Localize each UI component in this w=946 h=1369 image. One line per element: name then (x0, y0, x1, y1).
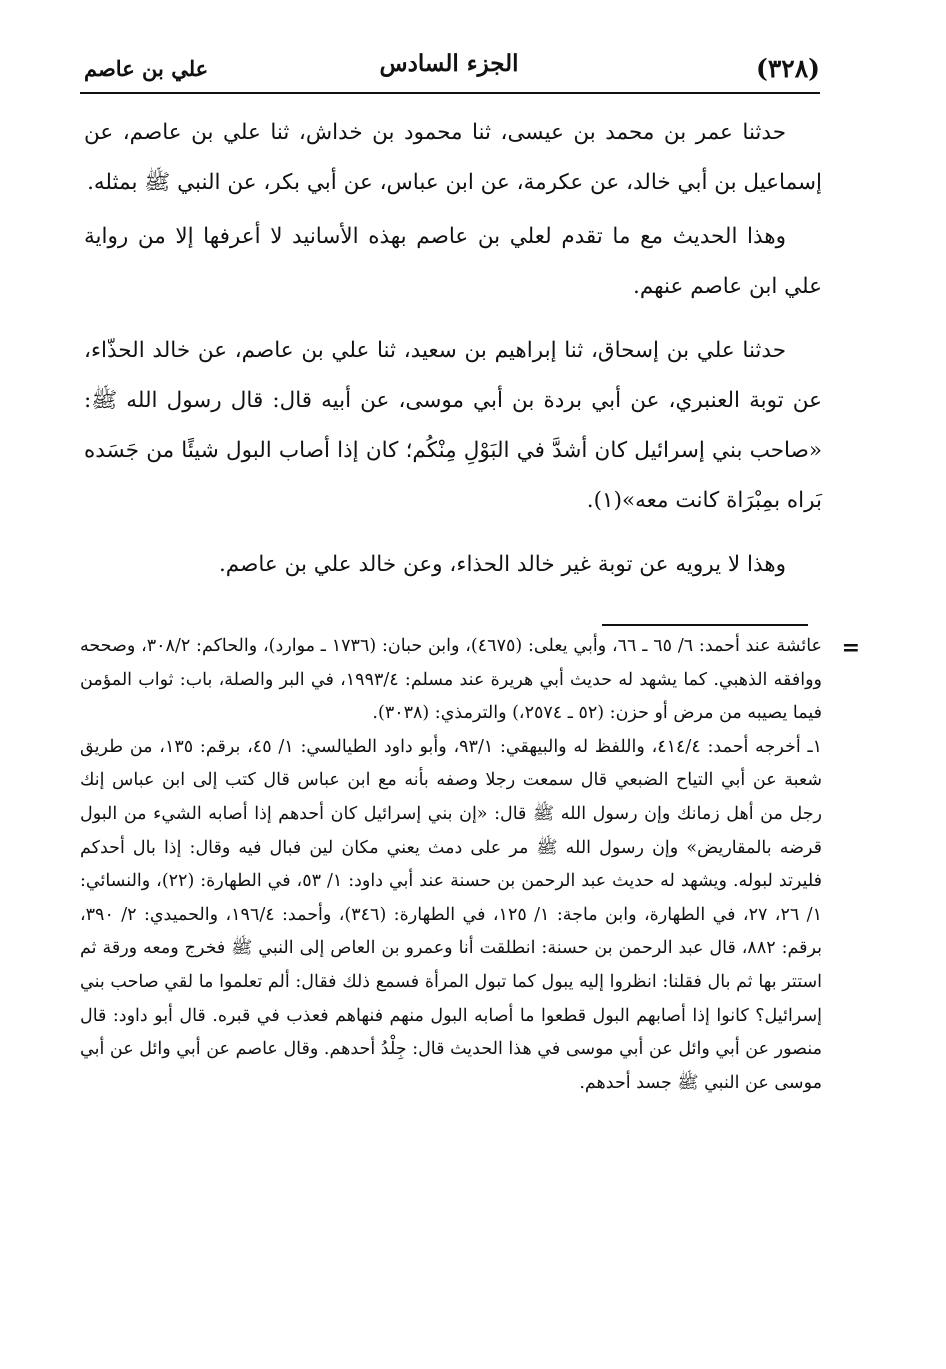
paragraph-isnad-1: حدثنا عمر بن محمد بن عيسى، ثنا محمود بن خداش، ثنا علي بن عاصم، عن إسماعيل بن أبي خالد، عن عكرمة، عن ابن عباس، عن أبي بكر، عن النبي ﷺ بمثله. (84, 120, 822, 195)
paragraph-comment-2: وهذا لا يرويه عن توبة غير خالد الحذاء، وعن خالد علي بن عاصم. (218, 552, 786, 577)
volume-title: الجزء السادس (379, 50, 519, 77)
header-rule (80, 92, 820, 94)
footnote-continuation-text: عائشة عند أحمد: ٦/ ٦٥ ـ ٦٦، وأبي يعلى: (٤٦٧٥)، وابن حبان: (١٧٣٦ ـ موارد)، والحاكم: ٣٠٨/٢، وصححه ووافقه الذهبي. كما يشهد له حديث أبي هريرة عند مسلم: ١٩٩٣/٤، في البر والصلة، باب: ثواب المؤمن فيما يصيبه من مرض أو حزن: (٥٢ ـ ٢٥٧٤،) والترمذي: (٣٠٣٨). (80, 636, 823, 724)
footnotes (80, 630, 860, 1100)
footnote-continuation (80, 630, 860, 731)
page-header (78, 50, 820, 94)
page-number: (٣٢٨) (756, 54, 820, 83)
main-text (84, 108, 822, 604)
continuation-mark: = (841, 635, 860, 661)
paragraph-isnad-2: حدثنا علي بن إسحاق، ثنا إبراهيم بن سعيد، ثنا علي بن عاصم، عن خالد الحذّاء، عن توبة العنبري، عن أبي بردة بن أبي موسى، عن أبيه قال: قال رسول الله ﷺ: «صاحب بني إسرائيل كان أشدَّ في البَوْلِ مِنْكُم؛ كان إذا أصاب البول شيئًا من جَسَده بَراه بمِبْرَاة كانت معه»(١). (84, 338, 822, 513)
running-entry-name: علي بن عاصم (84, 56, 209, 81)
paragraph-comment-1: وهذا الحديث مع ما تقدم لعلي بن عاصم بهذه الأسانيد لا أعرفها إلا من رواية علي ابن عاصم عنهم. (84, 224, 822, 299)
footnote-separator (602, 624, 808, 626)
footnote-1: ١ـ أخرجه أحمد: ٤١٤/٤، واللفظ له والبيهقي: ٩٣/١، وأبو داود الطيالسي: ١/ ٤٥، برقم: ١٣٥، من طريق شعبة عن أبي التياح الضبعي قال سمعت رجلا وصفه بأنه مع ابن عباس قال كتب إلى ابن عباس إنك رجل من أهل زمانك وإن رسول الله ﷺ قال: «إن بني إسرائيل كان أحدهم إذا أصابه الشيء من البول قرضه بالمقاريض» وإن رسول الله ﷺ مر على دمث يعني مكان لين فبال فيه وقال: إذا بال أحدكم فليرتد لبوله. ويشهد له حديث عبد الرحمن بن حسنة عند أبي داود: ١/ ٥٣، في الطهارة: (٢٢)، والنسائي: ١/ ٢٦، ٢٧، في الطهارة، وابن ماجة: ١/ ١٢٥، في الطهارة: (٣٤٦)، وأحمد: ١٩٦/٤، والحميدي: ٢/ ٣٩٠، برقم: ٨٨٢، قال عبد الرحمن بن حسنة: انطلقت أنا وعمرو بن العاص إلى النبي ﷺ فخرج ومعه ورقة ثم استتر بها ثم بال فقلنا: انظروا إليه يبول كما تبول المرأة فسمع ذلك فقال: ألم تعلموا ما لقي صاحب بني إسرائيل؟ كانوا إذا أصابهم البول قطعوا ما أصابه البول منهم فنهاهم فعذب في قبره. قال أبو داود: قال منصور عن أبي وائل عن أبي موسى في هذا الحديث قال: جِلْدُ أحدهم. وقال عاصم عن أبي وائل عن أبي موسى عن النبي ﷺ جسد أحدهم. (80, 736, 823, 1093)
